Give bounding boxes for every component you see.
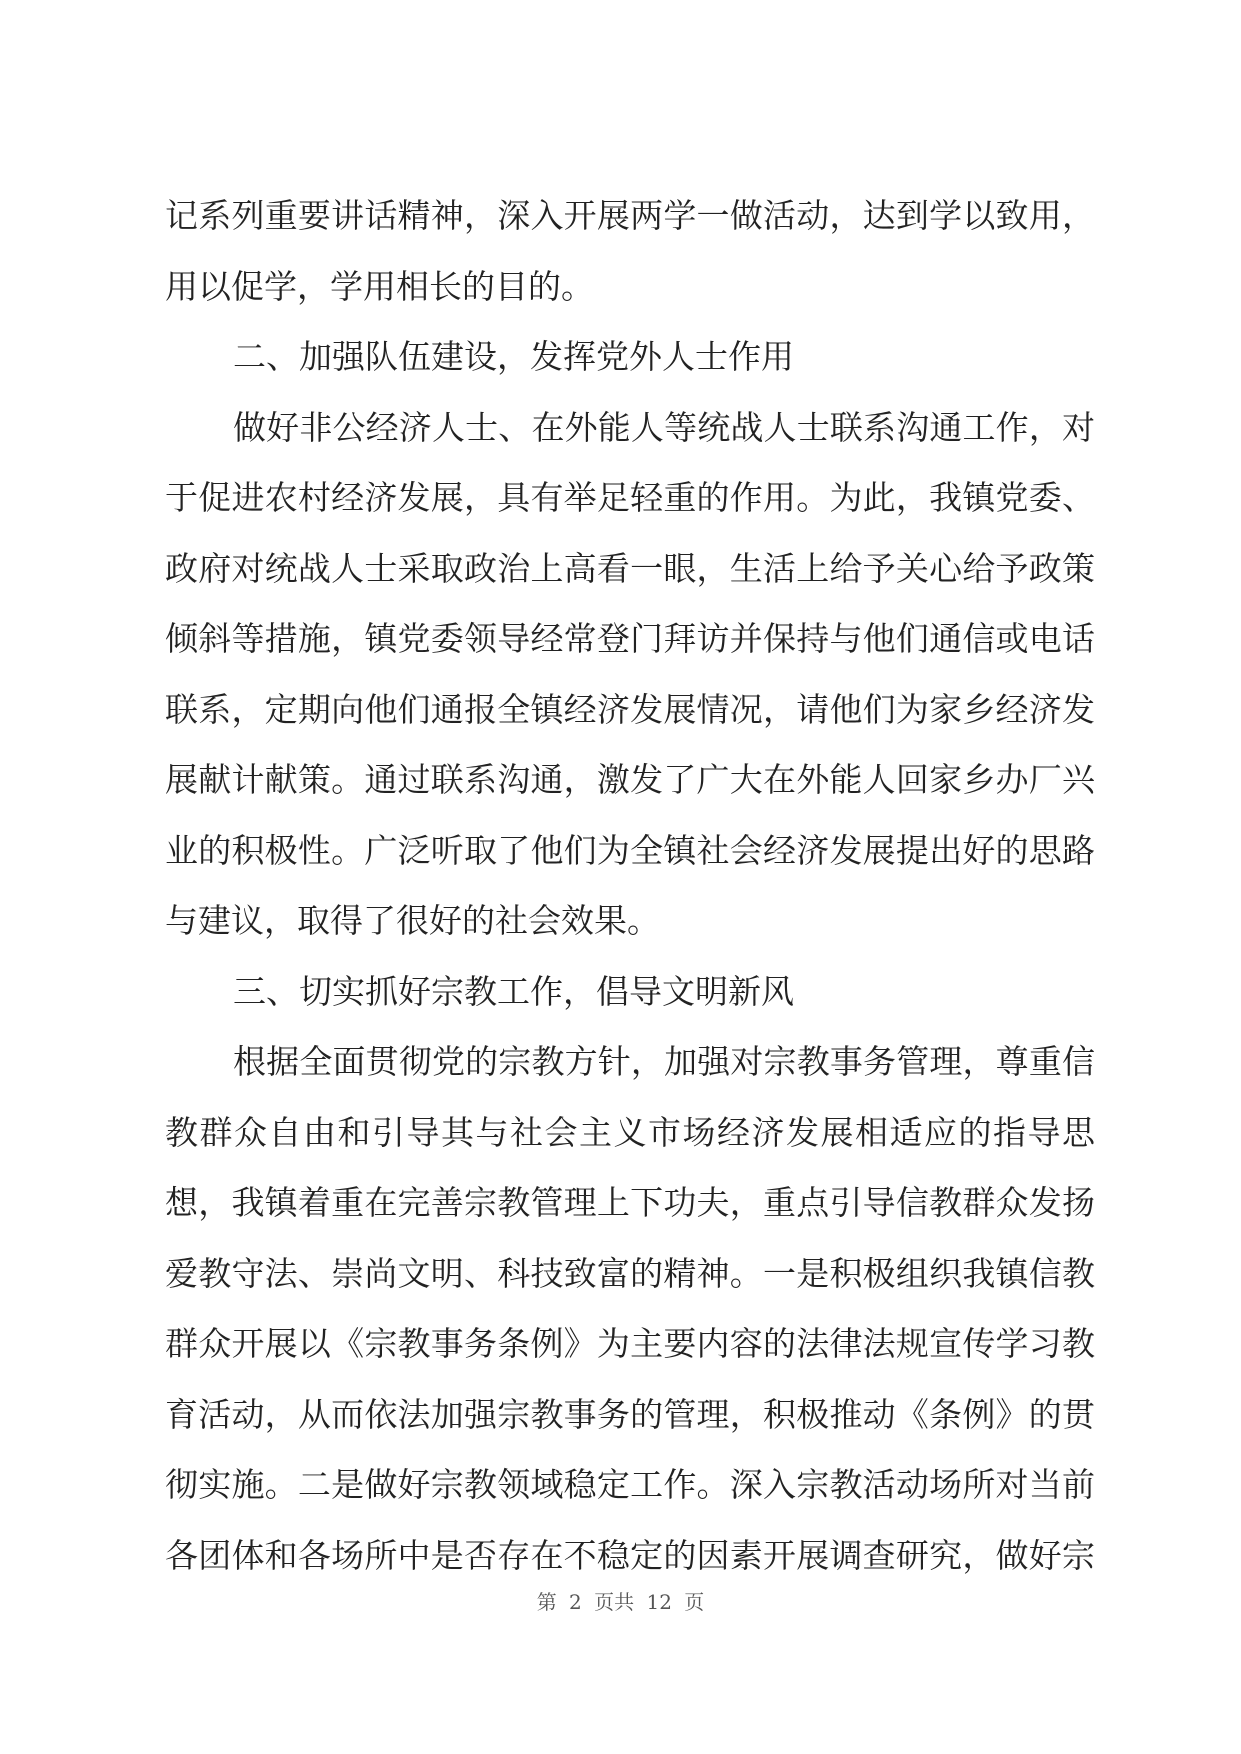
body-line: 展献计献策。通过联系沟通，激发了广大在外能人回家乡办厂兴 (165, 760, 1095, 799)
body-line: 根据全面贯彻党的宗教方针，加强对宗教事务管理，尊重信 (233, 1042, 1095, 1081)
body-line: 倾斜等措施，镇党委领导经常登门拜访并保持与他们通信或电话 (165, 619, 1095, 658)
body-line: 教群众自由和引导其与社会主义市场经济发展相适应的指导思 (165, 1113, 1095, 1152)
section-heading: 二、加强队伍建设，发挥党外人士作用 (233, 337, 794, 376)
body-line: 于促进农村经济发展，具有举足轻重的作用。为此，我镇党委、 (165, 478, 1095, 517)
body-line: 群众开展以《宗教事务条例》为主要内容的法律法规宣传学习教 (165, 1324, 1095, 1363)
body-line: 与建议，取得了很好的社会效果。 (165, 901, 660, 940)
body-line: 彻实施。二是做好宗教领域稳定工作。深入宗教活动场所对当前 (165, 1465, 1095, 1504)
body-line: 用以促学，学用相长的目的。 (165, 267, 594, 306)
body-line-overflow: 各团体和各场所中是否存在不稳定的因素开展调查研究，做好宗 (165, 1536, 1095, 1575)
body-line: 想，我镇着重在完善宗教管理上下功夫，重点引导信教群众发扬 (165, 1183, 1095, 1222)
body-line: 联系，定期向他们通报全镇经济发展情况，请他们为家乡经济发 (165, 690, 1095, 729)
body-line: 记系列重要讲话精神，深入开展两学一做活动，达到学以致用， (165, 196, 1095, 235)
page-footer: 第 2 页共 12 页 (536, 1590, 705, 1614)
section-heading: 三、切实抓好宗教工作，倡导文明新风 (233, 972, 794, 1011)
body-line: 做好非公经济人士、在外能人等统战人士联系沟通工作，对 (233, 408, 1095, 447)
body-line: 育活动，从而依法加强宗教事务的管理，积极推动《条例》的贯 (165, 1395, 1095, 1434)
body-line: 政府对统战人士采取政治上高看一眼，生活上给予关心给予政策 (165, 549, 1095, 588)
body-line: 爱教守法、崇尚文明、科技致富的精神。一是积极组织我镇信教 (165, 1254, 1095, 1293)
body-line: 业的积极性。广泛听取了他们为全镇社会经济发展提出好的思路 (165, 831, 1095, 870)
